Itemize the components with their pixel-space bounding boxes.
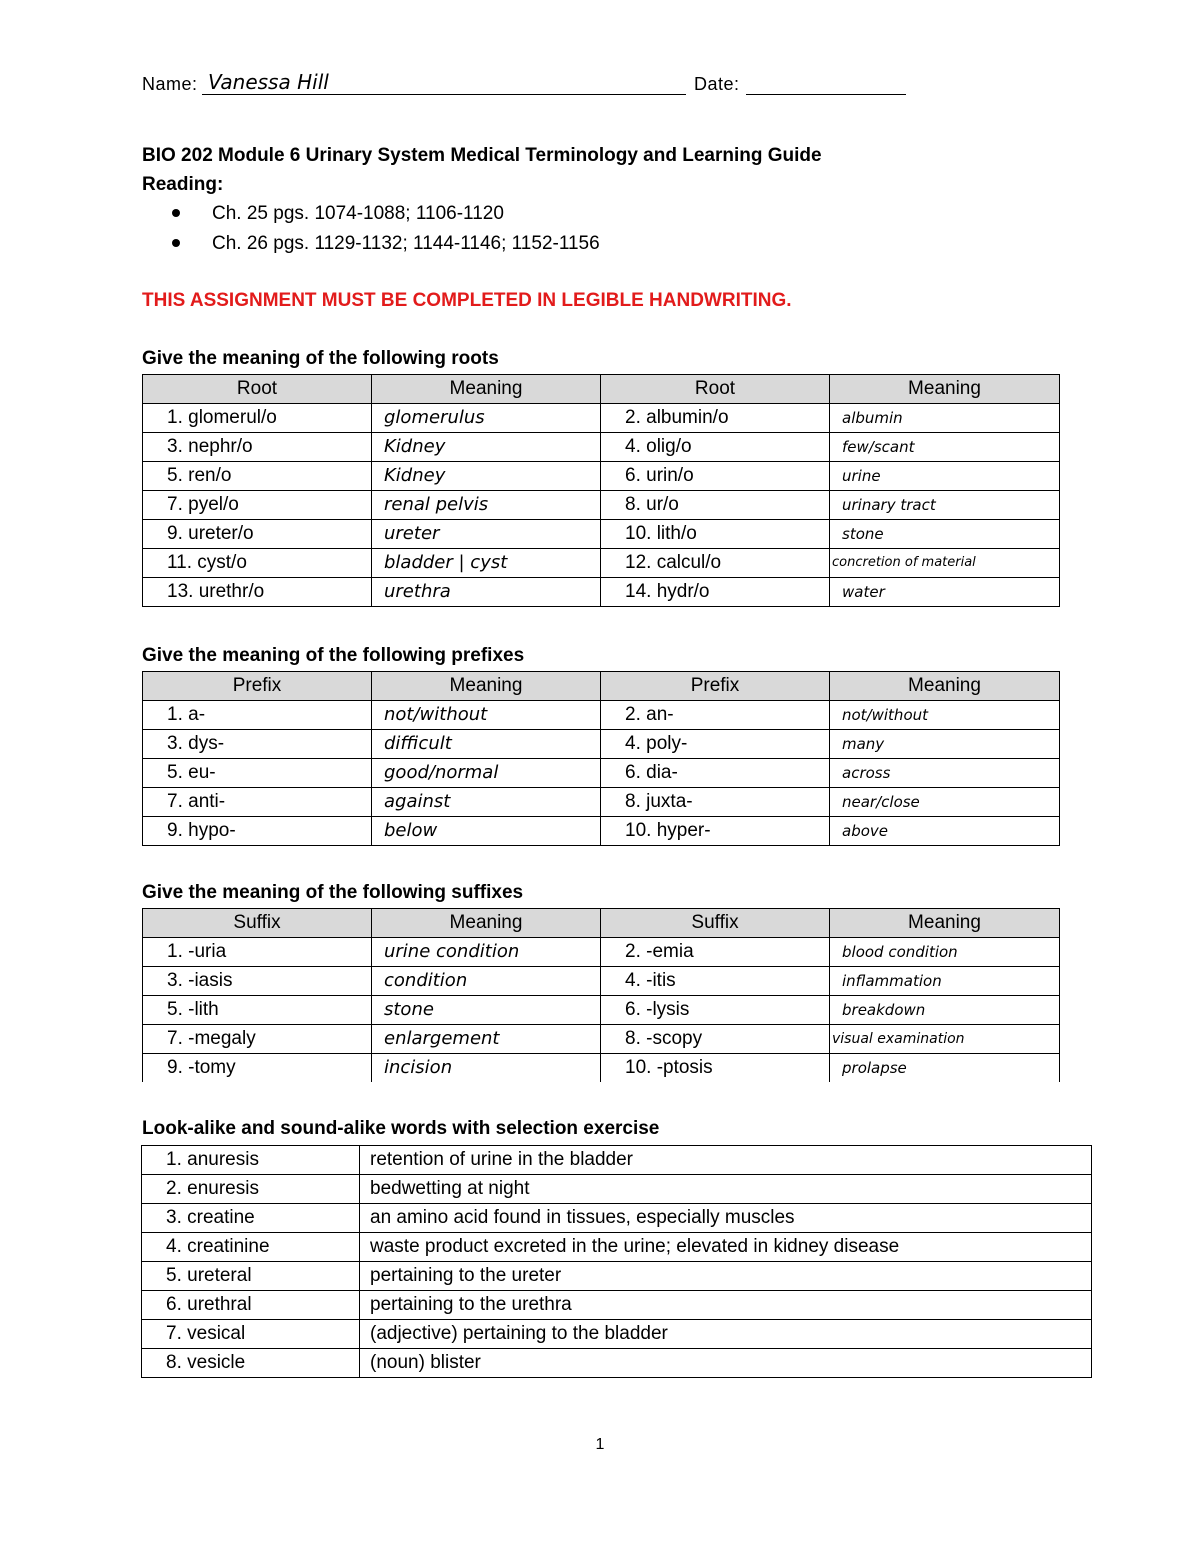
prefixes-table <box>142 671 1060 846</box>
word-cell: 4. creatinine <box>142 1233 360 1262</box>
prefixes-heading: Give the meaning of the following prefixes <box>142 645 525 666</box>
term-cell: 10. lith/o <box>601 520 830 549</box>
term-cell: 10. hyper- <box>601 817 830 846</box>
column-header: Meaning <box>830 375 1060 404</box>
answer-cell: albumin <box>830 404 1060 433</box>
term-cell: 8. ur/o <box>601 491 830 520</box>
reading-list <box>172 203 600 263</box>
table-row <box>143 817 1060 846</box>
definition-cell: pertaining to the urethra <box>360 1291 1092 1320</box>
answer-cell: urinary tract <box>830 491 1060 520</box>
term-cell: 6. -lysis <box>601 996 830 1025</box>
table-row <box>143 1025 1060 1054</box>
answer-cell: ureter <box>372 520 601 549</box>
suffixes-heading: Give the meaning of the following suffixes <box>142 882 524 903</box>
term-cell: 4. olig/o <box>601 433 830 462</box>
table-row <box>143 1054 1060 1083</box>
column-header: Suffix <box>601 909 830 938</box>
answer-cell: renal pelvis <box>372 491 601 520</box>
page-number: 1 <box>595 1436 605 1453</box>
word-cell: 1. anuresis <box>142 1146 360 1175</box>
date-label: Date: <box>694 74 740 94</box>
definition-cell: bedwetting at night <box>360 1175 1092 1204</box>
answer-cell: below <box>372 817 601 846</box>
term-cell: 3. nephr/o <box>143 433 372 462</box>
table-header-row <box>143 909 1060 938</box>
term-cell: 8. -scopy <box>601 1025 830 1054</box>
date-field-line <box>746 94 906 95</box>
term-cell: 9. ureter/o <box>143 520 372 549</box>
term-cell: 9. hypo- <box>143 817 372 846</box>
table-row <box>143 996 1060 1025</box>
answer-cell: glomerulus <box>372 404 601 433</box>
answer-cell: few/scant <box>830 433 1060 462</box>
term-cell: 5. eu- <box>143 759 372 788</box>
table-row <box>143 967 1060 996</box>
column-header: Suffix <box>143 909 372 938</box>
table-row <box>142 1349 1092 1378</box>
definition-cell: (adjective) pertaining to the bladder <box>360 1320 1092 1349</box>
answer-cell: condition <box>372 967 601 996</box>
word-cell: 7. vesical <box>142 1320 360 1349</box>
table-row <box>143 404 1060 433</box>
definition-cell: an amino acid found in tissues, especially muscles <box>360 1204 1092 1233</box>
word-cell: 3. creatine <box>142 1204 360 1233</box>
word-cell: 6. urethral <box>142 1291 360 1320</box>
table-row <box>142 1320 1092 1349</box>
table-row <box>142 1175 1092 1204</box>
name-field-line <box>202 94 686 95</box>
answer-cell: Kidney <box>372 433 601 462</box>
answer-cell: not/without <box>372 701 601 730</box>
table-row <box>143 520 1060 549</box>
term-cell: 1. a- <box>143 701 372 730</box>
table-row <box>142 1204 1092 1233</box>
term-cell: 13. urethr/o <box>143 578 372 607</box>
table-row <box>143 491 1060 520</box>
answer-cell: not/without <box>830 701 1060 730</box>
handwriting-warning: THIS ASSIGNMENT MUST BE COMPLETED IN LEGIBLE HANDWRITING. <box>142 290 792 311</box>
term-cell: 7. -megaly <box>143 1025 372 1054</box>
table-row <box>143 938 1060 967</box>
answer-cell: visual examination <box>830 1025 1060 1054</box>
term-cell: 3. -iasis <box>143 967 372 996</box>
term-cell: 1. -uria <box>143 938 372 967</box>
table-row <box>143 788 1060 817</box>
answer-cell: many <box>830 730 1060 759</box>
column-header: Meaning <box>372 909 601 938</box>
reading-label: Reading: <box>142 174 224 195</box>
column-header: Prefix <box>143 672 372 701</box>
definition-cell: waste product excreted in the urine; elevated in kidney disease <box>360 1233 1092 1262</box>
term-cell: 5. -lith <box>143 996 372 1025</box>
table-row <box>142 1262 1092 1291</box>
term-cell: 5. ren/o <box>143 462 372 491</box>
term-cell: 2. an- <box>601 701 830 730</box>
term-cell: 6. dia- <box>601 759 830 788</box>
word-cell: 5. ureteral <box>142 1262 360 1291</box>
table-row <box>142 1291 1092 1320</box>
table-row <box>143 549 1060 578</box>
table-row <box>143 462 1060 491</box>
table-row <box>143 701 1060 730</box>
answer-cell: bladder | cyst <box>372 549 601 578</box>
table-row <box>143 578 1060 607</box>
suffixes-table <box>142 908 1060 1082</box>
column-header: Meaning <box>830 909 1060 938</box>
term-cell: 3. dys- <box>143 730 372 759</box>
term-cell: 7. pyel/o <box>143 491 372 520</box>
answer-cell: enlargement <box>372 1025 601 1054</box>
definition-cell: retention of urine in the bladder <box>360 1146 1092 1175</box>
answer-cell: urethra <box>372 578 601 607</box>
table-row <box>142 1233 1092 1262</box>
answer-cell: above <box>830 817 1060 846</box>
column-header: Meaning <box>830 672 1060 701</box>
answer-cell: urine <box>830 462 1060 491</box>
term-cell: 4. -itis <box>601 967 830 996</box>
table-row <box>143 759 1060 788</box>
answer-cell: prolapse <box>830 1054 1060 1083</box>
term-cell: 12. calcul/o <box>601 549 830 578</box>
answer-cell: incision <box>372 1054 601 1083</box>
name-label: Name: <box>142 74 198 94</box>
answer-cell: stone <box>372 996 601 1025</box>
term-cell: 10. -ptosis <box>601 1054 830 1083</box>
roots-heading: Give the meaning of the following roots <box>142 348 499 369</box>
term-cell: 2. -emia <box>601 938 830 967</box>
column-header: Meaning <box>372 672 601 701</box>
document-title: BIO 202 Module 6 Urinary System Medical Terminology and Learning Guide <box>142 145 822 166</box>
word-cell: 8. vesicle <box>142 1349 360 1378</box>
answer-cell: breakdown <box>830 996 1060 1025</box>
term-cell: 9. -tomy <box>143 1054 372 1083</box>
bullet-icon <box>172 209 180 217</box>
table-header-row <box>143 672 1060 701</box>
lookalike-table <box>141 1145 1092 1378</box>
answer-cell: inflammation <box>830 967 1060 996</box>
roots-table <box>142 374 1060 607</box>
lookalike-heading: Look-alike and sound-alike words with selection exercise <box>142 1118 660 1139</box>
answer-cell: blood condition <box>830 938 1060 967</box>
answer-cell: difficult <box>372 730 601 759</box>
column-header: Root <box>601 375 830 404</box>
column-header: Root <box>143 375 372 404</box>
term-cell: 6. urin/o <box>601 462 830 491</box>
term-cell: 1. glomerul/o <box>143 404 372 433</box>
table-header-row <box>143 375 1060 404</box>
term-cell: 8. juxta- <box>601 788 830 817</box>
term-cell: 7. anti- <box>143 788 372 817</box>
answer-cell: against <box>372 788 601 817</box>
table-row <box>143 433 1060 462</box>
column-header: Prefix <box>601 672 830 701</box>
table-row <box>142 1146 1092 1175</box>
reading-item: Ch. 25 pgs. 1074-1088; 1106-1120 <box>172 203 600 233</box>
term-cell: 14. hydr/o <box>601 578 830 607</box>
answer-cell: concretion of material <box>830 549 1060 578</box>
column-header: Meaning <box>372 375 601 404</box>
bullet-icon <box>172 239 180 247</box>
answer-cell: near/close <box>830 788 1060 817</box>
answer-cell: water <box>830 578 1060 607</box>
definition-cell: pertaining to the ureter <box>360 1262 1092 1291</box>
term-cell: 2. albumin/o <box>601 404 830 433</box>
term-cell: 11. cyst/o <box>143 549 372 578</box>
definition-cell: (noun) blister <box>360 1349 1092 1378</box>
reading-item: Ch. 26 pgs. 1129-1132; 1144-1146; 1152-1156 <box>172 233 600 263</box>
answer-cell: stone <box>830 520 1060 549</box>
name-value: Vanessa Hill <box>208 70 329 94</box>
answer-cell: Kidney <box>372 462 601 491</box>
term-cell: 4. poly- <box>601 730 830 759</box>
answer-cell: across <box>830 759 1060 788</box>
answer-cell: urine condition <box>372 938 601 967</box>
answer-cell: good/normal <box>372 759 601 788</box>
word-cell: 2. enuresis <box>142 1175 360 1204</box>
table-row <box>143 730 1060 759</box>
